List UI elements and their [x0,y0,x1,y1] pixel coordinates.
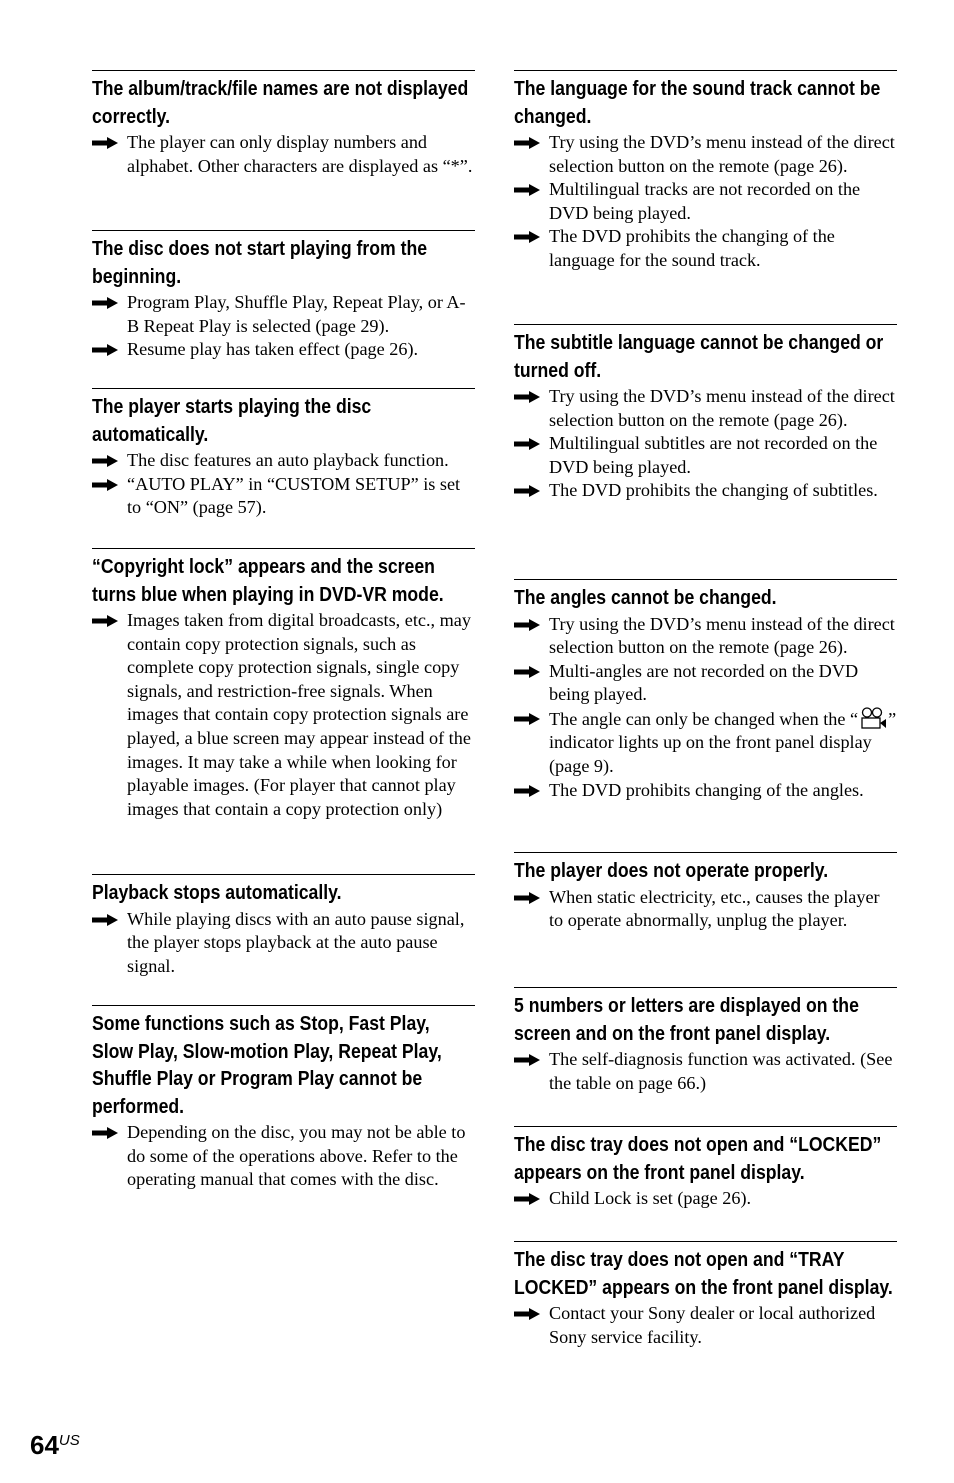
list-item: Contact your Sony dealer or local authorized Sony service facility. [514,1302,897,1349]
section-heading: The player starts playing the disc automatically. [92,395,372,446]
arrow-right-icon [92,455,118,467]
left-column [92,70,475,1192]
arrow-right-icon [92,137,118,149]
section-heading: “Copyright lock” appears and the screen turns blue when playing in DVD-VR mode. [92,555,444,606]
arrow-right-icon [92,615,118,627]
list-item: Resume play has taken effect (page 26). [92,338,475,362]
list-item: Multilingual tracks are not recorded on the DVD being played. [514,178,897,225]
section-auto-play [92,388,475,548]
arrow-right-icon [514,231,540,243]
arrow-right-icon [514,619,540,631]
section-heading: The disc tray does not open and “TRAY LOCKED” appears on the front panel display. [514,1248,893,1299]
arrow-right-icon [514,438,540,450]
list-item: Multi-angles are not recorded on the DVD being played. [514,660,897,707]
list-item: When static electricity, etc., causes the player to operate abnormally, unplug the player. [514,886,897,933]
arrow-right-icon [514,391,540,403]
page-number: $64^{US}$ [30,1430,80,1460]
arrow-right-icon [514,485,540,497]
section-heading: 5 numbers or letters are displayed on the screen and on the front panel display. [514,994,859,1045]
list-item: While playing discs with an auto pause signal, the player stops playback at the auto pause signal. [92,908,475,979]
list-item: The player can only display numbers and alphabet. Other characters are displayed as “*”. [92,131,475,178]
list-item: The disc features an auto playback function. [92,449,475,473]
right-column [514,70,897,1349]
arrow-right-icon [92,1127,118,1139]
section-file-names [92,70,475,230]
list-item: Multilingual subtitles are not recorded on the DVD being played. [514,432,897,479]
section-copyright-lock [92,548,475,874]
list-item: Try using the DVD’s menu instead of the direct selection button on the remote (page 26). [514,131,897,178]
section-heading: The language for the sound track cannot be changed. [514,77,881,128]
list-item: Images taken from digital broadcasts, etc., may contain copy protection signals, such as complete copy protection signals, single copy signals, and restriction-free signals. When images that contain copy protection signals are played, a blue screen may appear instead of the images. It may take a while when looking for playable images. (For player that cannot play images that contain a copy protection only) [92,609,475,821]
arrow-right-icon [514,1054,540,1066]
section-subtitle [514,324,897,579]
arrow-right-icon [514,1193,540,1205]
list-item: Try using the DVD’s menu instead of the direct selection button on the remote (page 26). [514,385,897,432]
arrow-right-icon [514,137,540,149]
section-not-operate [514,852,897,987]
section-locked [514,1126,897,1241]
arrow-right-icon [92,344,118,356]
section-heading: The angles cannot be changed. [514,586,777,609]
list-item: The DVD prohibits the changing of subtitles. [514,479,897,503]
arrow-right-icon [514,713,540,725]
section-heading: The player does not operate properly. [514,859,829,882]
section-five-numbers [514,987,897,1126]
section-heading: Playback stops automatically. [92,881,342,904]
section-disc-beginning [92,230,475,388]
arrow-right-icon [514,666,540,678]
section-heading: Some functions such as Stop, Fast Play, Slow Play, Slow-motion Play, Repeat Play, Shuffle Play or Program Play cannot be performed. [92,1012,442,1118]
arrow-right-icon [92,914,118,926]
section-tray-locked [514,1241,897,1349]
list-item: The self-diagnosis function was activated. (See the table on page 66.) [514,1048,897,1095]
section-heading: The disc tray does not open and “LOCKED” appears on the front panel display. [514,1133,882,1184]
arrow-right-icon [514,892,540,904]
angle-camera-icon [858,707,888,729]
page-region-suffix: US [58,1432,80,1449]
section-heading: The album/track/file names are not displayed correctly. [92,77,469,128]
list-item: Depending on the disc, you may not be able to do some of the operations above. Refer to the operating manual that comes with the disc. [92,1121,475,1192]
arrow-right-icon [514,785,540,797]
arrow-right-icon [92,479,118,491]
section-angles [514,579,897,852]
section-functions [92,1005,475,1192]
section-heading: The disc does not start playing from the beginning. [92,237,428,288]
section-sound-track [514,70,897,324]
list-item: The angle can only be changed when the “ ” indicator lights up on the front panel display (page 9). [514,707,897,779]
list-item: The DVD prohibits the changing of the language for the sound track. [514,225,897,272]
list-item: Child Lock is set (page 26). [514,1187,897,1211]
list-item: The DVD prohibits changing of the angles. [514,779,897,803]
list-item: Try using the DVD’s menu instead of the direct selection button on the remote (page 26). [514,613,897,660]
section-heading: The subtitle language cannot be changed or turned off. [514,331,884,382]
arrow-right-icon [92,297,118,309]
arrow-right-icon [514,1308,540,1320]
section-playback-stops [92,874,475,1005]
arrow-right-icon [514,184,540,196]
list-item: “AUTO PLAY” in “CUSTOM SETUP” is set to “ON” (page 57). [92,473,475,520]
list-item: Program Play, Shuffle Play, Repeat Play, or A-B Repeat Play is selected (page 29). [92,291,475,338]
